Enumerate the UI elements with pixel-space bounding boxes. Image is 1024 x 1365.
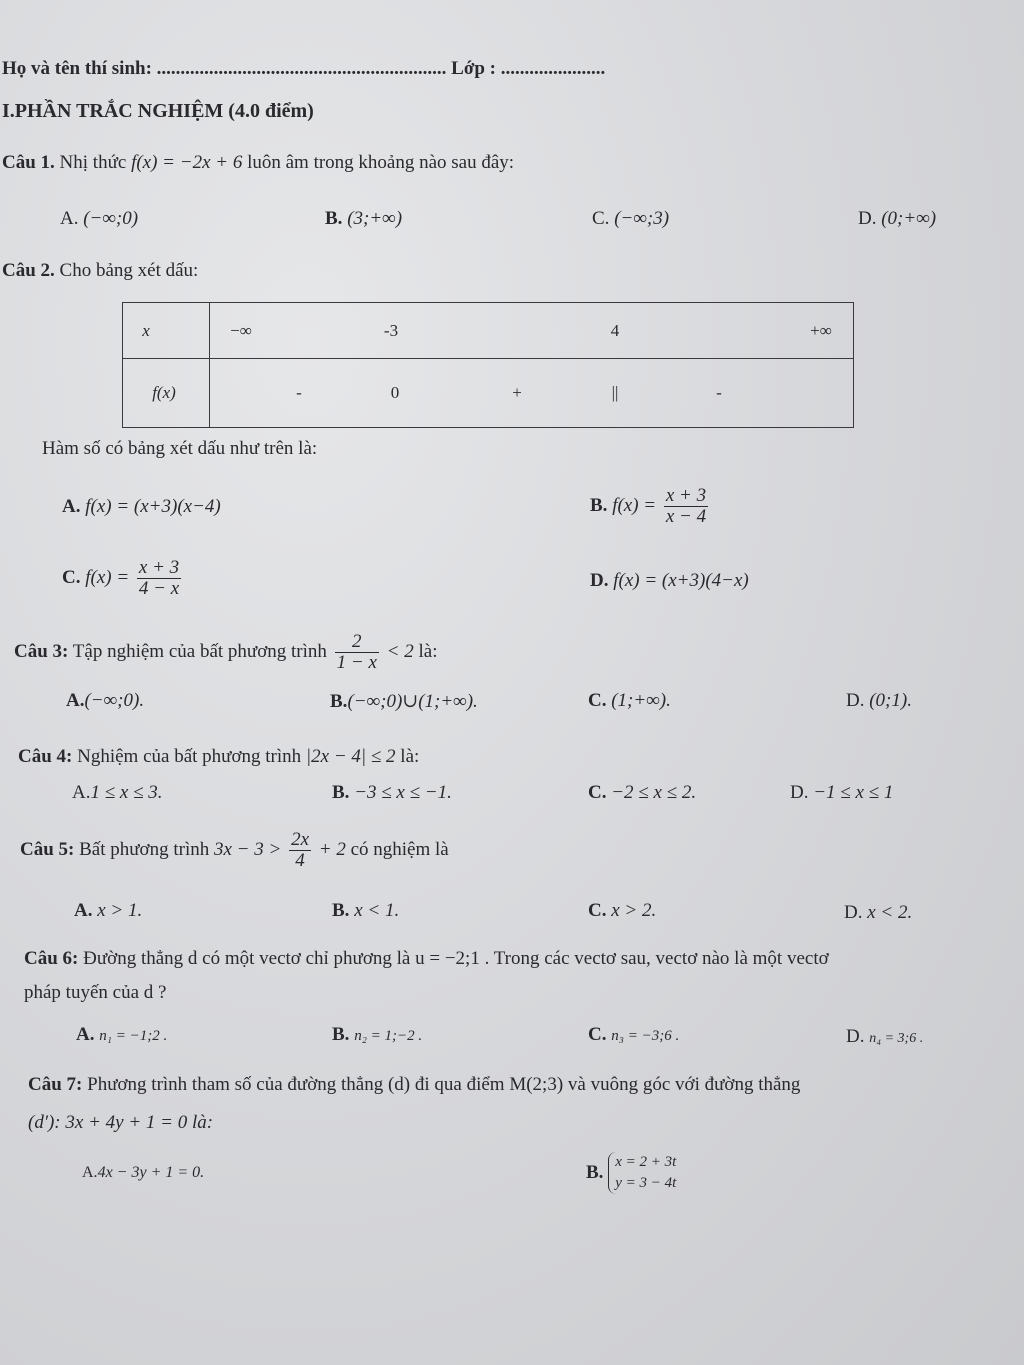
q6-label: Câu 6: bbox=[24, 948, 79, 969]
q5-rhs: + 2 bbox=[318, 838, 346, 860]
q1-option-c-key: C. bbox=[592, 208, 610, 229]
q7-stem-line2: (d′): 3x + 4y + 1 = 0 là: bbox=[28, 1112, 214, 1133]
q5-option-b-key: B. bbox=[332, 900, 350, 921]
q5-option-b-value: x < 1. bbox=[354, 900, 400, 921]
q4-option-a[interactable] bbox=[72, 782, 163, 804]
q4-text: Nghiệm của bất phương trình bbox=[77, 746, 302, 767]
q5-text2: có nghiệm là bbox=[350, 838, 449, 860]
q2-option-c-lhs: f(x) = bbox=[85, 566, 130, 588]
q1-option-d[interactable] bbox=[858, 208, 936, 230]
q3-fraction bbox=[335, 632, 379, 673]
q5-option-d[interactable] bbox=[844, 902, 912, 924]
q7-option-b-system bbox=[608, 1152, 676, 1194]
q6-option-b[interactable] bbox=[332, 1024, 422, 1046]
q2-option-d-key: D. bbox=[590, 570, 609, 591]
q6-option-c-value: n₃ = −3;6 . bbox=[611, 1028, 680, 1044]
q6-option-d-value: n₄ = 3;6 . bbox=[869, 1031, 924, 1046]
q2-option-b-key: B. bbox=[590, 494, 608, 516]
q2-label: Câu 2. bbox=[2, 260, 55, 281]
sign-table-x-head bbox=[123, 303, 210, 359]
q1-option-d-key: D. bbox=[858, 208, 877, 229]
q7-stem bbox=[28, 1074, 800, 1096]
x-value-minus-3: -3 bbox=[383, 320, 399, 340]
class-label: Lớp : bbox=[451, 58, 497, 79]
sign-table-x-values bbox=[210, 303, 854, 359]
q4-option-b-value: −3 ≤ x ≤ −1. bbox=[354, 782, 452, 803]
fx-undefined: || bbox=[611, 383, 619, 403]
q5-option-c-value: x > 2. bbox=[611, 900, 657, 921]
q5-option-c[interactable] bbox=[588, 900, 656, 922]
sign-table-row-fx bbox=[123, 359, 854, 428]
q6-text: Đường thẳng d có một vectơ chỉ phương là u = −2;1 . Trong các vectơ sau, vectơ nào là một vectơ bbox=[83, 948, 829, 969]
q5-option-a-value: x > 1. bbox=[97, 900, 143, 921]
fx-sign-2: + bbox=[512, 383, 522, 403]
fx-sign-3: - bbox=[716, 383, 722, 403]
q5-fraction bbox=[289, 830, 311, 871]
sign-table-fx-values bbox=[210, 359, 854, 428]
q7-option-a-key: A. bbox=[82, 1164, 98, 1181]
q3-num: 2 bbox=[335, 632, 379, 653]
q3-option-a-key: A. bbox=[66, 690, 85, 711]
q1-text: Nhị thức bbox=[59, 152, 127, 173]
q3-text2: là: bbox=[418, 640, 438, 662]
x-value-neg-inf: −∞ bbox=[230, 320, 252, 340]
q7-option-b-eq1: x = 2 + 3t bbox=[615, 1154, 677, 1170]
header-name-row bbox=[2, 58, 605, 80]
q4-label: Câu 4: bbox=[18, 746, 73, 767]
q6-stem-line2: pháp tuyến của d ? bbox=[24, 982, 167, 1003]
q3-label: Câu 3: bbox=[14, 640, 69, 662]
q7-label: Câu 7: bbox=[28, 1074, 83, 1095]
q1-option-b-key: B. bbox=[325, 208, 343, 229]
q1-expr: f(x) = −2x + 6 bbox=[131, 152, 243, 173]
q4-text2: là: bbox=[400, 746, 420, 767]
x-value-pos-inf: +∞ bbox=[810, 320, 832, 340]
q3-option-a[interactable] bbox=[66, 690, 144, 712]
x-value-4: 4 bbox=[610, 320, 620, 340]
q4-option-b-key: B. bbox=[332, 782, 350, 803]
q1-option-c[interactable] bbox=[592, 208, 669, 230]
q6-option-d-key: D. bbox=[846, 1026, 865, 1047]
q3-option-d-key: D. bbox=[846, 690, 865, 711]
q7-option-b-eq2: y = 3 − 4t bbox=[615, 1175, 677, 1191]
q5-option-d-key: D. bbox=[844, 902, 863, 923]
q6-option-a-key: A. bbox=[76, 1024, 95, 1045]
q6-option-b-value: n₂ = 1;−2 . bbox=[354, 1028, 423, 1044]
q1-option-d-value: (0;+∞) bbox=[881, 208, 937, 229]
q6-option-c[interactable] bbox=[588, 1024, 679, 1046]
q2-option-b-fraction bbox=[664, 486, 708, 527]
fx-sign-1: - bbox=[296, 383, 302, 403]
q1-option-a-value: (−∞;0) bbox=[83, 208, 139, 229]
q5-lhs: 3x − 3 > bbox=[214, 838, 282, 860]
q7-option-b[interactable] bbox=[586, 1152, 676, 1194]
q5-option-c-key: C. bbox=[588, 900, 607, 921]
q1-option-b-value: (3;+∞) bbox=[347, 208, 403, 229]
q3-stem bbox=[14, 632, 437, 673]
q7-option-a-value: 4x − 3y + 1 = 0. bbox=[97, 1164, 205, 1181]
q4-option-c-value: −2 ≤ x ≤ 2. bbox=[611, 782, 697, 803]
q2-option-c-den: 4 − x bbox=[138, 577, 180, 599]
fx-zero: 0 bbox=[390, 383, 400, 403]
q2-option-c-num: x + 3 bbox=[138, 557, 180, 578]
q4-option-a-key: A. bbox=[72, 782, 91, 803]
q4-stem bbox=[18, 746, 419, 768]
q6-option-a[interactable] bbox=[76, 1024, 167, 1046]
x-head-text: x bbox=[142, 320, 150, 340]
q2-option-b-den: x − 4 bbox=[665, 505, 707, 527]
q7-option-a[interactable] bbox=[82, 1164, 204, 1182]
q3-option-d[interactable] bbox=[846, 690, 912, 712]
name-dots: ............................................................. bbox=[156, 58, 447, 79]
q3-option-b-value: (−∞;0)∪(1;+∞). bbox=[347, 691, 478, 712]
name-label: Họ và tên thí sinh: bbox=[2, 58, 152, 79]
q5-option-a-key: A. bbox=[74, 900, 93, 921]
q5-text: Bất phương trình bbox=[79, 838, 210, 860]
q2-option-d-value: f(x) = (x+3)(4−x) bbox=[613, 570, 749, 591]
section-title: I.PHẦN TRẮC NGHIỆM (4.0 điểm) bbox=[2, 100, 314, 122]
q4-option-d-value: −1 ≤ x ≤ 1 bbox=[813, 782, 894, 803]
q2-option-a[interactable] bbox=[62, 496, 221, 518]
q6-option-d[interactable] bbox=[846, 1026, 923, 1048]
q3-rhs: < 2 bbox=[386, 640, 414, 662]
q2-option-b[interactable] bbox=[590, 486, 711, 527]
sign-table bbox=[122, 302, 854, 428]
q5-num: 2x bbox=[291, 829, 310, 850]
q1-option-a[interactable] bbox=[60, 208, 138, 230]
q3-option-b-key: B. bbox=[330, 691, 348, 712]
class-dots: ...................... bbox=[500, 58, 606, 79]
q1-text2: luôn âm trong khoảng nào sau đây: bbox=[247, 152, 515, 173]
q3-option-c-key: C. bbox=[588, 690, 607, 711]
q5-option-d-value: x < 2. bbox=[867, 902, 913, 923]
q3-option-b[interactable] bbox=[330, 690, 478, 713]
q4-expr: |2x − 4| ≤ 2 bbox=[305, 746, 396, 767]
q3-option-c-value: (1;+∞). bbox=[611, 690, 671, 711]
q2-option-c-key: C. bbox=[62, 566, 81, 588]
q3-option-a-value: (−∞;0). bbox=[84, 690, 145, 711]
q6-stem bbox=[24, 948, 829, 970]
sign-table-row-x bbox=[123, 303, 854, 359]
q6-option-b-key: B. bbox=[332, 1024, 350, 1045]
q5-option-b[interactable] bbox=[332, 900, 399, 922]
q1-option-a-key: A. bbox=[60, 208, 79, 229]
fx-head-text: f(x) bbox=[152, 383, 176, 403]
q5-option-a[interactable] bbox=[74, 900, 142, 922]
q3-den: 1 − x bbox=[336, 651, 377, 673]
q3-option-d-value: (0;1). bbox=[869, 690, 912, 711]
q4-option-c[interactable] bbox=[588, 782, 696, 804]
q2-followup: Hàm số có bảng xét dấu như trên là: bbox=[42, 438, 318, 459]
q2-option-a-key: A. bbox=[62, 496, 81, 517]
q5-stem bbox=[20, 830, 449, 871]
q3-option-c[interactable] bbox=[588, 690, 671, 712]
q4-option-a-value: 1 ≤ x ≤ 3. bbox=[90, 782, 163, 803]
q7-text: Phương trình tham số của đường thẳng (d) đi qua điểm M(2;3) và vuông góc với đường thẳng bbox=[87, 1074, 801, 1095]
q2-option-b-num: x + 3 bbox=[665, 485, 707, 506]
q2-option-c[interactable] bbox=[62, 558, 184, 599]
q1-option-c-value: (−∞;3) bbox=[614, 208, 670, 229]
q2-option-c-fraction bbox=[137, 558, 181, 599]
q2-option-d[interactable] bbox=[590, 570, 749, 592]
q4-option-d-key: D. bbox=[790, 782, 809, 803]
q4-option-d[interactable] bbox=[790, 782, 893, 804]
q5-label: Câu 5: bbox=[20, 838, 75, 860]
q2-option-b-lhs: f(x) = bbox=[612, 494, 657, 516]
q1-label: Câu 1. bbox=[2, 152, 55, 173]
q6-option-c-key: C. bbox=[588, 1024, 607, 1045]
q2-option-a-value: f(x) = (x+3)(x−4) bbox=[85, 496, 221, 517]
q1-stem bbox=[2, 152, 514, 174]
q4-option-c-key: C. bbox=[588, 782, 607, 803]
q2-text: Cho bảng xét dấu: bbox=[59, 260, 199, 281]
q7-option-b-key: B. bbox=[586, 1162, 604, 1183]
sign-table-fx-head bbox=[123, 359, 210, 428]
q2-stem bbox=[2, 260, 198, 282]
q6-option-a-value: n₁ = −1;2 . bbox=[99, 1028, 168, 1044]
q1-option-b[interactable] bbox=[325, 208, 402, 230]
q5-den: 4 bbox=[295, 849, 305, 871]
q4-option-b[interactable] bbox=[332, 782, 452, 804]
q3-text: Tập nghiệm của bất phương trình bbox=[72, 640, 327, 662]
